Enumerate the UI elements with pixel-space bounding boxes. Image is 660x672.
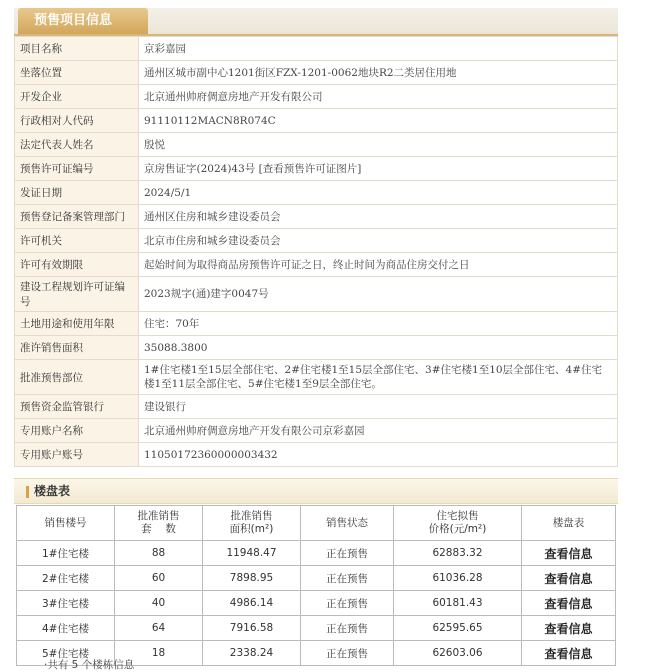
info-row [15,360,618,395]
cell-price: 62603.06 [394,641,522,666]
table-row [17,566,616,591]
view-info-link[interactable]: 查看信息 [522,616,616,641]
view-info-link[interactable]: 查看信息 [522,591,616,616]
info-label: 预售登记备案管理部门 [15,205,139,229]
info-value: 住宅：70年 [139,312,618,336]
cell-name: 5#住宅楼 [17,641,115,666]
info-value: 京彩嘉园 [139,37,618,61]
cell-units: 60 [115,566,203,591]
cell-area: 2338.24 [203,641,301,666]
info-row [15,61,618,85]
info-row [15,443,618,467]
info-value: 2024/5/1 [139,181,618,205]
col-units: 批准销售 套 数 [115,506,203,541]
info-label: 专用账户名称 [15,419,139,443]
view-info-link[interactable]: 查看信息 [522,541,616,566]
info-value: 建设银行 [139,395,618,419]
cell-name: 1#住宅楼 [17,541,115,566]
cell-price: 62595.65 [394,616,522,641]
col-building-name: 销售楼号 [17,506,115,541]
info-label: 许可有效期限 [15,253,139,277]
cell-units: 18 [115,641,203,666]
building-table-header [17,506,616,541]
section-marker [26,486,29,498]
info-label: 建设工程规划许可证编号 [15,277,139,312]
info-value[interactable]: 京房售证字(2024)43号 [查看预售许可证图片] [139,157,618,181]
info-label: 开发企业 [15,85,139,109]
info-row [15,205,618,229]
info-value: 通州区住房和城乡建设委员会 [139,205,618,229]
cell-name: 4#住宅楼 [17,616,115,641]
info-value: 北京通州帅府倜意房地产开发有限公司京彩嘉园 [139,419,618,443]
info-row [15,109,618,133]
cell-name: 2#住宅楼 [17,566,115,591]
info-label: 批准预售部位 [15,360,139,395]
cell-status: 正在预售 [301,641,394,666]
col-status: 销售状态 [301,506,394,541]
building-table [16,505,616,666]
view-info-link[interactable]: 查看信息 [522,641,616,666]
info-label: 法定代表人姓名 [15,133,139,157]
cell-price: 60181.43 [394,591,522,616]
cell-area: 4986.14 [203,591,301,616]
info-label: 准许销售面积 [15,336,139,360]
cell-price: 61036.28 [394,566,522,591]
cell-status: 正在预售 [301,541,394,566]
cell-area: 7916.58 [203,616,301,641]
info-value: 1#住宅楼1至15层全部住宅、2#住宅楼1至15层全部住宅、3#住宅楼1至10层全部住宅、4#住宅楼1至11层全部住宅、5#住宅楼1至9层全部住宅。 [139,360,618,395]
building-count-summary: ·共有 5 个楼栋信息 [44,659,135,671]
info-value: 殷悦 [139,133,618,157]
info-row [15,181,618,205]
section-title: 楼盘表 [34,484,71,498]
info-row [15,85,618,109]
info-value: 35088.3800 [139,336,618,360]
table-row [17,616,616,641]
header-tab-bar [14,8,618,36]
info-row [15,157,618,181]
info-label: 许可机关 [15,229,139,253]
info-value: 北京通州帅府倜意房地产开发有限公司 [139,85,618,109]
info-value: 起始时间为取得商品房预售许可证之日，终止时间为商品住房交付之日 [139,253,618,277]
presale-info-table [14,36,618,467]
info-value: 2023规字(通)建字0047号 [139,277,618,312]
cell-status: 正在预售 [301,616,394,641]
cell-price: 62883.32 [394,541,522,566]
info-label: 专用账户账号 [15,443,139,467]
info-value: 11050172360000003432 [139,443,618,467]
cell-units: 64 [115,616,203,641]
info-row [15,229,618,253]
info-row [15,395,618,419]
cell-area: 7898.95 [203,566,301,591]
info-row [15,336,618,360]
col-area: 批准销售 面积(m²) [203,506,301,541]
info-value: 北京市住房和城乡建设委员会 [139,229,618,253]
info-row [15,277,618,312]
info-label: 预售资金监管银行 [15,395,139,419]
info-label: 行政相对人代码 [15,109,139,133]
info-row [15,253,618,277]
col-link: 楼盘表 [522,506,616,541]
table-row [17,591,616,616]
col-price: 住宅拟售 价格(元/m²) [394,506,522,541]
cell-area: 11948.47 [203,541,301,566]
info-label: 项目名称 [15,37,139,61]
building-section-header [14,478,618,504]
cell-status: 正在预售 [301,566,394,591]
cell-name: 3#住宅楼 [17,591,115,616]
info-row [15,133,618,157]
info-row [15,37,618,61]
cell-status: 正在预售 [301,591,394,616]
info-label: 坐落位置 [15,61,139,85]
info-label: 预售许可证编号 [15,157,139,181]
tab-presale-info[interactable]: 预售项目信息 [18,8,148,34]
info-row [15,419,618,443]
info-label: 发证日期 [15,181,139,205]
table-row [17,541,616,566]
info-value: 91110112MACN8R074C [139,109,618,133]
cell-units: 40 [115,591,203,616]
info-value: 通州区城市副中心1201街区FZX-1201-0062地块R2二类居住用地 [139,61,618,85]
view-info-link[interactable]: 查看信息 [522,566,616,591]
info-label: 土地用途和使用年限 [15,312,139,336]
info-row [15,312,618,336]
cell-units: 88 [115,541,203,566]
